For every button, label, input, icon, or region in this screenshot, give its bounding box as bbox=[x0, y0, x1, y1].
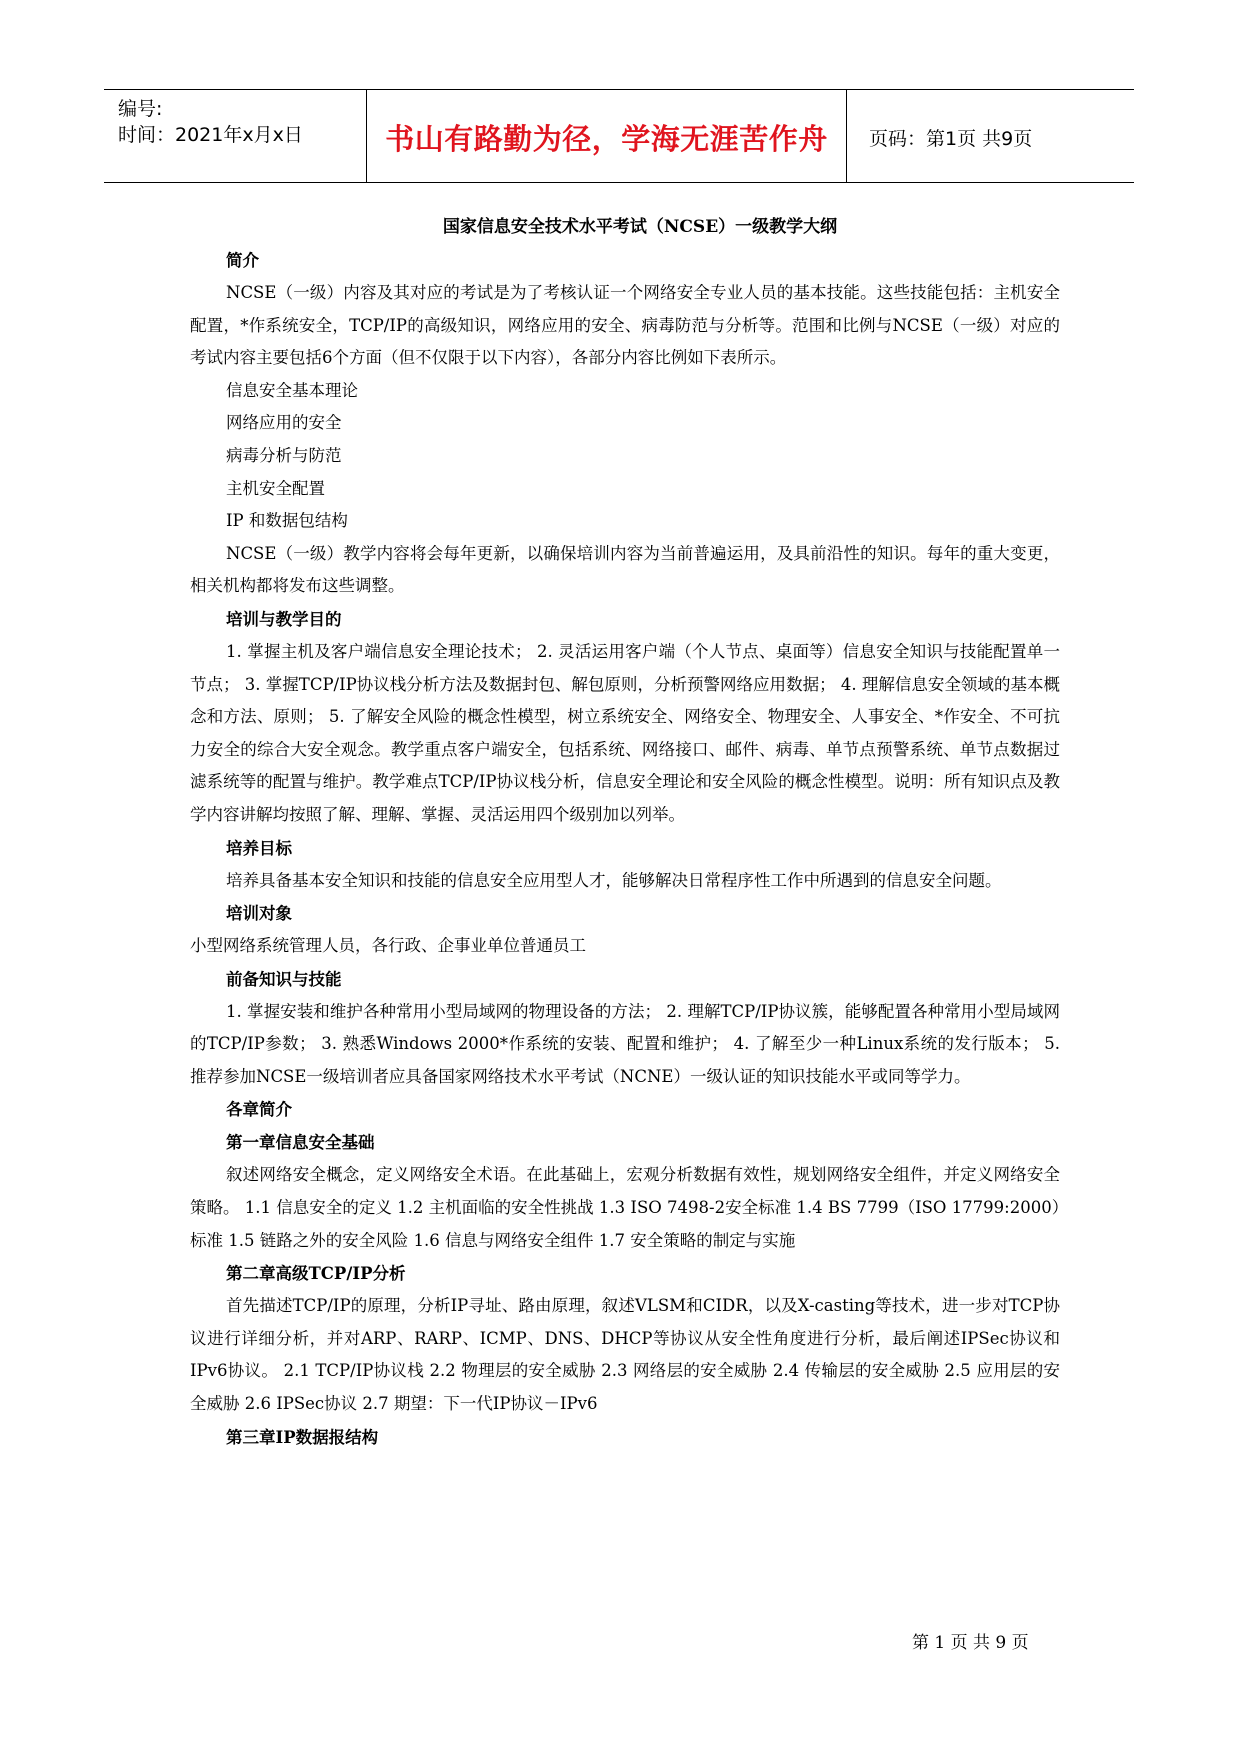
intro-list-item: 主机安全配置 bbox=[226, 478, 325, 498]
prereq-paragraph: 1. 掌握安装和维护各种常用小型局域网的物理设备的方法； 2. 理解TCP/IP协议簇，能够配置各种常用小型局域网的TCP/IP参数； 3. 熟悉Windows 2000*作系统的安装、配置和维护； 4. 了解至少一种Linux系统的发行版本； 5. 推荐参加NCSE一级培训者应具备国家网络技术水平考试（NCNE）一级认证的知识技能水平或同等学力。 bbox=[190, 1001, 1060, 1086]
document-title: 国家信息安全技术水平考试（NCSE）一级教学大纲 bbox=[442, 217, 838, 237]
document-body bbox=[190, 210, 1060, 1454]
section-heading-target: 培养目标 bbox=[226, 838, 292, 858]
header-motto-cell bbox=[367, 90, 847, 182]
chapter-1-paragraph: 叙述网络安全概念，定义网络安全术语。在此基础上，宏观分析数据有效性，规划网络安全组件，并定义网络安全策略。 1.1 信息安全的定义 1.2 主机面临的安全性挑战 1.3 ISO 7498-2安全标准 1.4 BS 7799（ISO 17799:2000）标准 1.5 链路之外的安全风险 1.6 信息与网络安全组件 1.7 安全策略的制定与实施 bbox=[190, 1165, 1060, 1250]
audience-paragraph: 小型网络系统管理人员，各行政、企事业单位普通员工 bbox=[190, 936, 586, 956]
intro-update-paragraph: NCSE（一级）教学内容将会每年更新，以确保培训内容为当前普遍运用，及具前沿性的知识。每年的重大变更，相关机构都将发布这些调整。 bbox=[190, 543, 1060, 596]
page-footer: 第 1 页 共 9 页 bbox=[912, 1633, 1029, 1653]
document-number-label: 编号: bbox=[118, 98, 163, 120]
intro-list-item: 网络应用的安全 bbox=[226, 413, 342, 433]
header-page-number: 页码：第1页 共9页 bbox=[869, 128, 1033, 150]
intro-list-item: 病毒分析与防范 bbox=[226, 445, 342, 465]
intro-paragraph: NCSE（一级）内容及其对应的考试是为了考核认证一个网络安全专业人员的基本技能。这些技能包括：主机安全配置，*作系统安全，TCP/IP的高级知识，网络应用的安全、病毒防范与分析等。范围和比例与NCSE（一级）对应的考试内容主要包括6个方面（但不仅限于以下内容），各部分内容比例如下表所示。 bbox=[190, 283, 1060, 368]
header-meta-cell bbox=[104, 90, 367, 182]
document-time-label: 时间：2021年x月x日 bbox=[118, 124, 303, 146]
target-paragraph: 培养具备基本安全知识和技能的信息安全应用型人才，能够解决日常程序性工作中所遇到的信息安全问题。 bbox=[226, 870, 1002, 890]
section-heading-chapters: 各章简介 bbox=[226, 1100, 292, 1120]
intro-list-item: IP 和数据包结构 bbox=[226, 511, 348, 531]
header-motto: 书山有路勤为径，学海无涯苦作舟 bbox=[385, 122, 828, 156]
chapter-1-heading: 第一章信息安全基础 bbox=[226, 1133, 375, 1153]
header-page-cell bbox=[847, 90, 1134, 182]
chapter-3-heading: 第三章IP数据报结构 bbox=[226, 1427, 379, 1447]
section-heading-goals: 培训与教学目的 bbox=[226, 609, 342, 629]
chapter-2-paragraph: 首先描述TCP/IP的原理，分析IP寻址、路由原理，叙述VLSM和CIDR，以及X-casting等技术，进一步对TCP协议进行详细分析，并对ARP、RARP、ICMP、DNS、DHCP等协议从安全性角度进行分析，最后阐述IPSec协议和IPv6协议。 2.1 TCP/IP协议栈 2.2 物理层的安全威胁 2.3 网络层的安全威胁 2.4 传输层的安全威胁 2.5 应用层的安全威胁 2.6 IPSec协议 2.7 期望：下一代IP协议－IPv6 bbox=[190, 1296, 1060, 1414]
chapter-2-heading: 第二章高级TCP/IP分析 bbox=[226, 1264, 406, 1284]
goals-paragraph: 1. 掌握主机及客户端信息安全理论技术； 2. 灵活运用客户端（个人节点、桌面等）信息安全知识与技能配置单一节点； 3. 掌握TCP/IP协议栈分析方法及数据封包、解包原则，分析预警网络应用数据； 4. 理解信息安全领域的基本概念和方法、原则； 5. 了解安全风险的概念性模型，树立系统安全、网络安全、物理安全、人事安全、*作安全、不可抗力安全的综合大安全观念。教学重点客户端安全，包括系统、网络接口、邮件、病毒、单节点预警系统、单节点数据过滤系统等的配置与维护。教学难点TCP/IP协议栈分析，信息安全理论和安全风险的概念性模型。说明：所有知识点及教学内容讲解均按照了解、理解、掌握、灵活运用四个级别加以列举。 bbox=[190, 641, 1060, 824]
section-heading-prereq: 前备知识与技能 bbox=[226, 969, 342, 989]
intro-list-item: 信息安全基本理论 bbox=[226, 380, 358, 400]
page-header bbox=[104, 89, 1134, 183]
section-heading-intro: 简介 bbox=[226, 251, 259, 270]
section-heading-audience: 培训对象 bbox=[226, 904, 292, 924]
